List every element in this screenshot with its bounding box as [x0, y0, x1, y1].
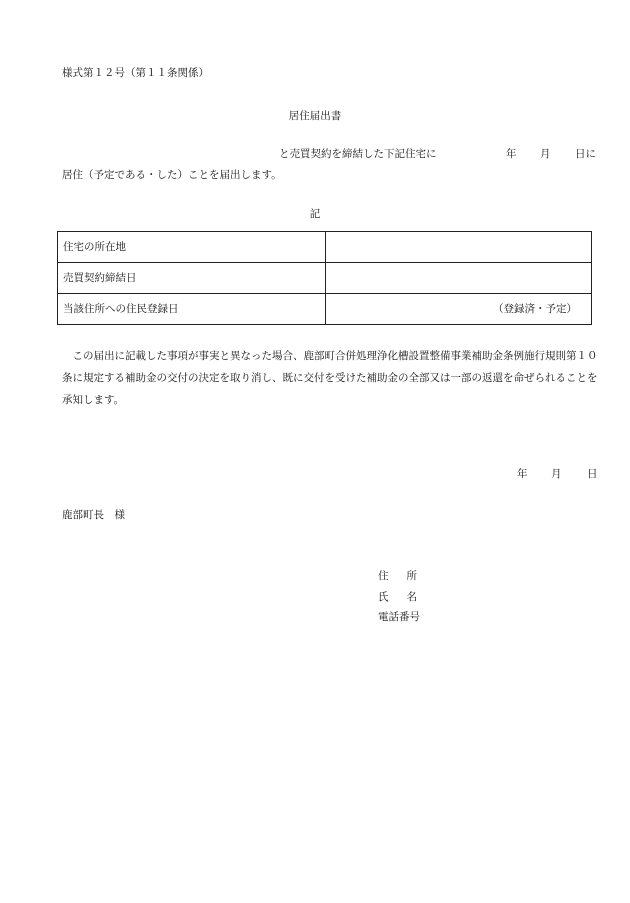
notice-paragraph: この届出に記載した事項が事実と異なった場合、鹿部町合併処理浄化槽設置整備事業補助金条例施行規則第１０条に規定する補助金の交付の決定を取り消し、既に交付を受けた補助金の全部又は一部の返還を命ぜられることを承知します。 — [62, 350, 598, 406]
table-row — [58, 232, 592, 263]
address-row-label: 住宅の所在地 — [58, 232, 326, 263]
date-day-label: 日 — [587, 468, 598, 480]
form-number: 様式第１２号（第１１条関係） — [62, 67, 209, 79]
registration-date-row-value[interactable]: （登録済・予定） — [326, 294, 592, 325]
document-title: 居住届出書 — [288, 110, 342, 122]
contract-date-row-value[interactable] — [326, 263, 592, 294]
date-month-label: 月 — [551, 468, 562, 480]
date-year-label: 年 — [517, 468, 528, 480]
intro-year-label: 年 — [506, 148, 517, 160]
intro-month-label: 月 — [540, 148, 551, 160]
intro-day-label: 日に — [575, 148, 596, 160]
ki-label: 記 — [309, 208, 321, 220]
applicant-phone-label: 電話番号 — [378, 611, 420, 623]
table-row — [58, 263, 592, 294]
registration-date-row-label: 当該住所への住民登録日 — [58, 294, 326, 325]
address-row-value[interactable] — [326, 232, 592, 263]
contract-date-row-label: 売買契約締結日 — [58, 263, 326, 294]
intro-contract-text: と売買契約を締結した下記住宅に — [279, 148, 437, 160]
intro-residence-text: 居住（予定である・した）ことを届出します。 — [62, 169, 282, 181]
table-row — [58, 294, 592, 325]
applicant-address-label: 住所 — [378, 570, 435, 582]
addressee: 鹿部町長 様 — [62, 509, 125, 521]
applicant-name-label: 氏名 — [378, 591, 435, 603]
info-table — [57, 231, 592, 325]
